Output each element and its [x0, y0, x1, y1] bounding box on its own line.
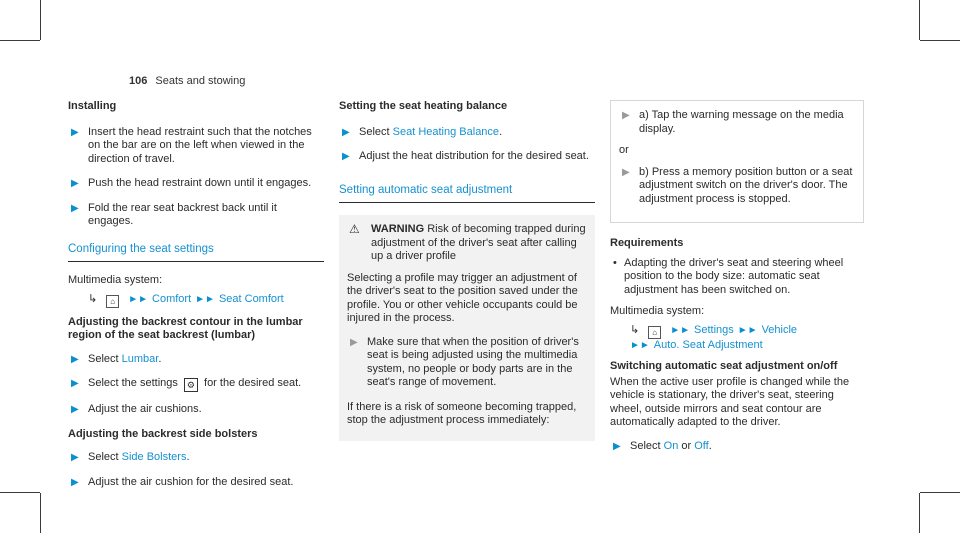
path-separator-icon: ►► — [128, 293, 149, 305]
column-2 — [339, 100, 595, 441]
switching-text: When the active user profile is changed while the vehicle is stationary, the driver's seat, steering wheel, outside mirrors and seat contour are automatically adapted to the driver. — [610, 375, 850, 428]
step-arrow-icon: ▶ — [342, 151, 350, 162]
box-step-a: ▶ a) Tap the warning message on the media display. — [622, 109, 844, 135]
step-arrow-icon: ▶ — [71, 126, 79, 138]
warning-step: ▶ Make sure that when the position of driver's seat is being adjusted using the multimedia system, no people or body parts are in the seat's range of movement. — [350, 335, 579, 388]
step-arrow-icon: ▶ — [342, 126, 350, 138]
step-arrow-icon: ▶ — [350, 336, 358, 348]
installing-step: ▶ Insert the head restraint such that the notches on the bar are on the left when viewed in the direction of travel. — [71, 125, 312, 165]
warning-body: Selecting a profile may trigger an adjustment of the driver's seat to the position saved under the profile. You or other vehicle occupants could be injured in the process. — [347, 271, 578, 324]
bolsters-step: ▶ Adjust the air cushion for the desired seat. — [71, 475, 294, 488]
step-arrow-icon: ▶ — [71, 178, 79, 189]
column-3 — [610, 100, 864, 464]
switching-heading: Switching automatic seat adjustment on/off — [610, 360, 838, 372]
step-arrow-icon: ▶ — [71, 476, 79, 488]
crop-mark — [0, 40, 40, 41]
step-arrow-icon: ▶ — [613, 440, 621, 452]
menu-path — [88, 293, 324, 308]
home-icon: ⌂ — [648, 326, 661, 339]
off-link: Off — [694, 439, 709, 452]
warning-triangle-icon: ⚠ — [349, 222, 360, 236]
crop-mark — [40, 493, 41, 533]
lumbar-step: ▶ Select Lumbar. — [71, 352, 162, 365]
lumbar-step: ▶ Select the settings ⚙ for the desired seat. — [71, 377, 302, 390]
page-number: 106 — [129, 75, 148, 87]
path-item-comfort: Comfort — [152, 292, 192, 305]
step-arrow-icon: ▶ — [71, 202, 79, 214]
section-title: Seats and stowing — [155, 75, 246, 87]
path-separator-icon: ►► — [630, 339, 650, 351]
menu-path — [630, 324, 864, 353]
box-or: or — [619, 144, 629, 156]
seat-settings-icon: ⚙ — [184, 378, 198, 392]
lumbar-heading: Adjusting the backrest contour in the lumbar region of the seat backrest (lumbar) — [68, 315, 303, 341]
warning-box — [339, 215, 595, 441]
seat-heating-balance-link: Seat Heating Balance — [392, 125, 500, 138]
side-bolsters-link: Side Bolsters — [121, 451, 187, 463]
path-item-settings: Settings — [694, 323, 734, 336]
step-arrow-icon: ▶ — [71, 404, 79, 415]
column-1 — [68, 100, 324, 500]
heating-step: ▶ Adjust the heat distribution for the desired seat. — [342, 150, 589, 162]
crop-mark — [919, 493, 920, 533]
return-arrow-icon: ↳ — [88, 292, 98, 305]
switching-step: ▶ Select On or Off. — [613, 439, 712, 452]
lumbar-step: ▶ Adjust the air cushions. — [71, 403, 202, 415]
warning-header — [347, 223, 587, 264]
heating-heading: Setting the seat heating balance — [339, 100, 508, 112]
path-separator-icon: ►► — [737, 324, 758, 336]
path-item-auto-seat-adjustment: Auto. Seat Adjustment — [653, 338, 763, 351]
bullet-icon: • — [613, 256, 617, 269]
crop-mark — [0, 492, 40, 493]
step-arrow-icon: ▶ — [71, 452, 79, 463]
warning-continuation-box — [610, 100, 864, 223]
step-arrow-icon: ▶ — [622, 166, 630, 178]
crop-mark — [40, 0, 41, 40]
multimedia-label: Multimedia system: — [610, 305, 705, 317]
crop-mark — [920, 492, 960, 493]
lumbar-link: Lumbar — [121, 352, 159, 365]
crop-mark — [920, 40, 960, 41]
installing-heading: Installing — [68, 100, 117, 112]
path-separator-icon: ►► — [195, 293, 215, 305]
warning-label: WARNING — [371, 223, 425, 235]
bolsters-heading: Adjusting the backrest side bolsters — [68, 427, 258, 440]
path-item-vehicle: Vehicle — [761, 323, 798, 336]
configuring-heading: Configuring the seat settings — [68, 243, 324, 263]
on-link: On — [663, 439, 679, 452]
installing-step: ▶ Push the head restraint down until it engages. — [71, 177, 312, 189]
warning-text: Risk of becoming trapped during adjustment of the driver's seat after calling up a driver profile — [371, 223, 586, 262]
warning-after: If there is a risk of someone becoming trapped, stop the adjustment process immediately: — [347, 400, 577, 426]
auto-adjustment-heading: Setting automatic seat adjustment — [339, 184, 595, 204]
crop-mark — [919, 0, 920, 40]
requirements-item: • Adapting the driver's seat and steering wheel position to the body size: automatic seat adjustment has been switched on. — [613, 256, 844, 296]
return-arrow-icon: ↳ — [630, 323, 640, 336]
path-separator-icon: ►► — [670, 324, 691, 336]
box-step-b: ▶ b) Press a memory position button or a seat adjustment switch on the driver's door. The adjustment process is stopped. — [622, 165, 853, 205]
page-header — [129, 75, 245, 87]
step-arrow-icon: ▶ — [71, 378, 79, 389]
step-arrow-icon: ▶ — [71, 353, 79, 365]
step-arrow-icon: ▶ — [622, 110, 630, 121]
home-icon: ⌂ — [106, 295, 119, 308]
bolsters-step: ▶ Select Side Bolsters. — [71, 451, 190, 463]
path-item-seat-comfort: Seat Comfort — [218, 292, 284, 305]
requirements-heading: Requirements — [610, 237, 684, 249]
heating-step: ▶ Select Seat Heating Balance. — [342, 125, 503, 138]
multimedia-label: Multimedia system: — [68, 274, 163, 286]
installing-step: ▶ Fold the rear seat backrest back until it engages. — [71, 201, 277, 227]
